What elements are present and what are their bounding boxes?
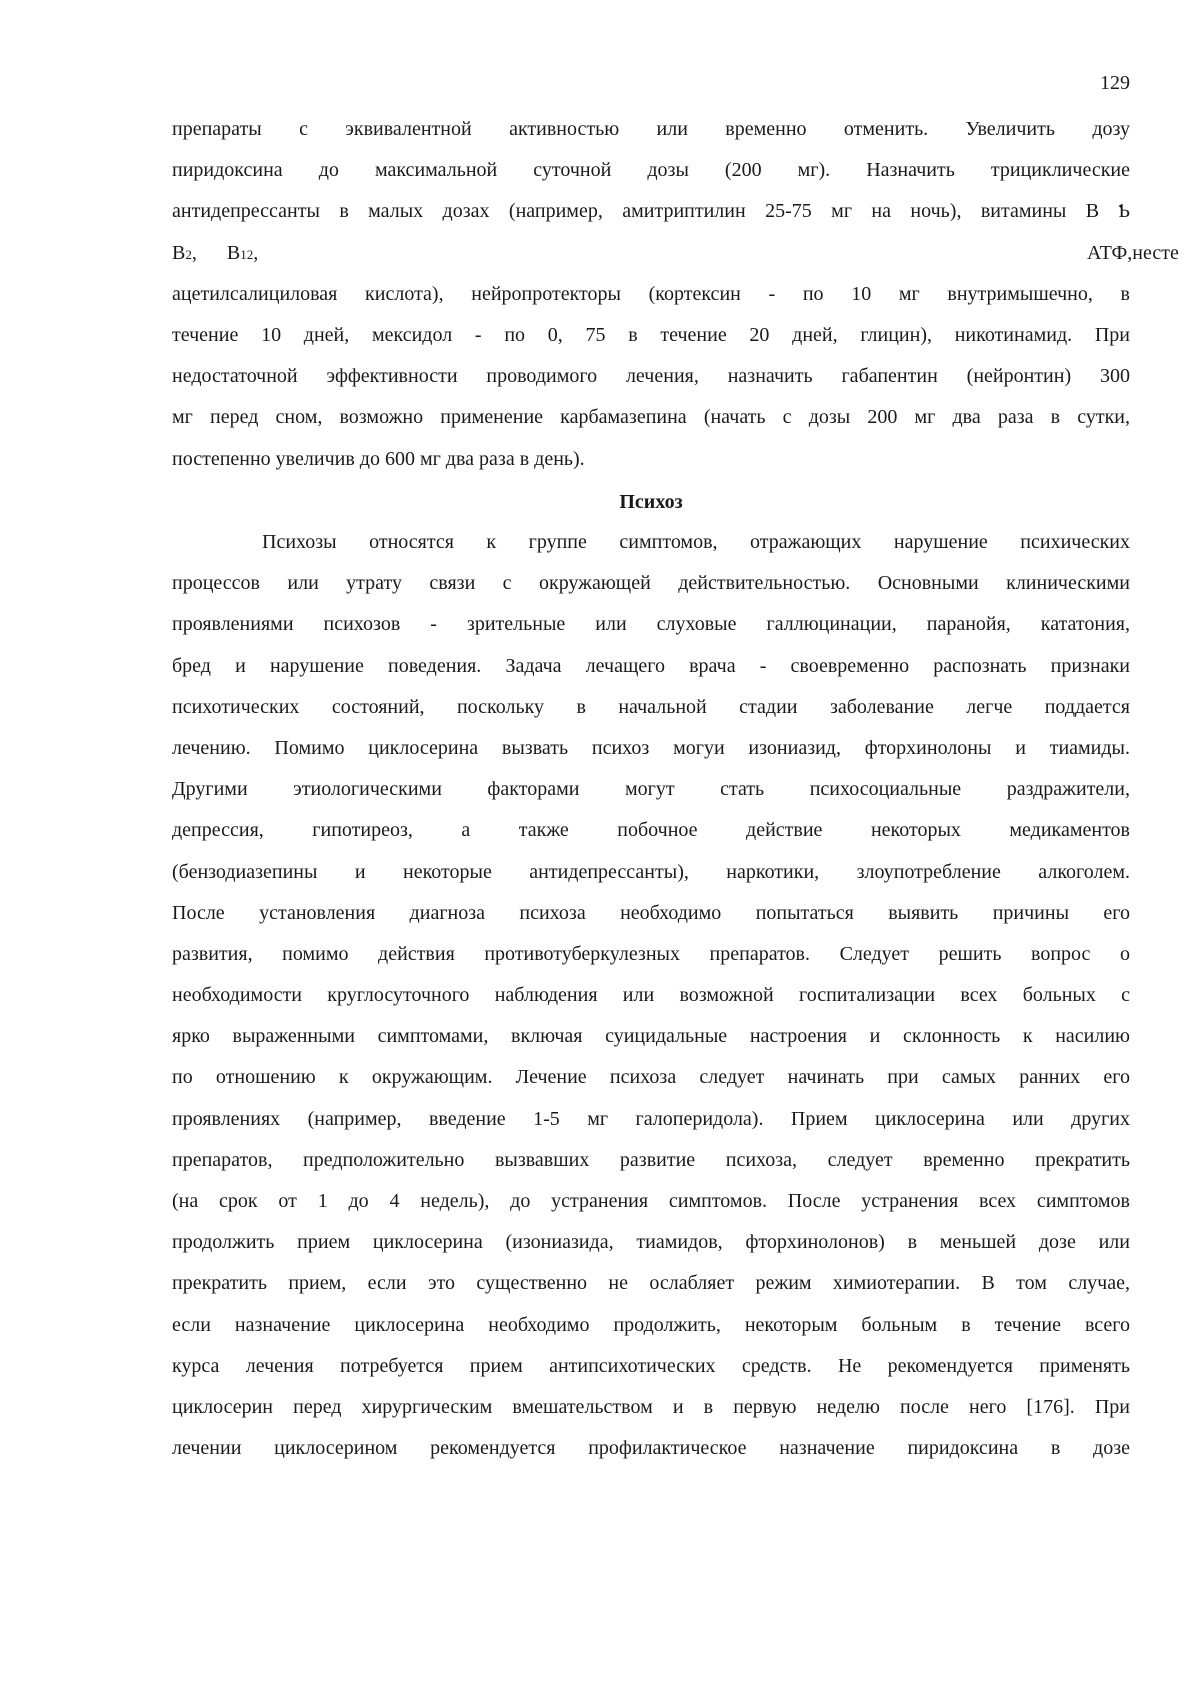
psychosis-paragraph: [172, 522, 1130, 1469]
paragraph-line: психотических состояний, поскольку в начальной стадии заболевание легче поддается: [172, 695, 1130, 718]
paragraph-line: антидепрессанты в малых дозах (например, амитриптилин 25-75 мг на ночь), витамины В Ƅ: [172, 200, 1130, 223]
paragraph-line: препараты с эквивалентной активностью или временно отменить. Увеличить дозу: [172, 118, 1130, 140]
paragraph-line: (бензодиазепины и некоторые антидепрессанты), наркотики, злоупотребление алкоголем.: [172, 860, 1130, 883]
paragraph-line: После установления диагноза психоза необходимо попытаться выявить причины его: [172, 901, 1130, 924]
paragraph-line: пиридоксина до максимальной суточной дозы (200 мг). Назначить трициклические: [172, 159, 1130, 182]
top-paragraph: [172, 109, 1179, 480]
paragraph-line: продолжить прием циклосерина (изониазида, тиамидов, фторхинолонов) в меньшей дозе или: [172, 1231, 1130, 1254]
paragraph-line: лечению. Помимо циклосерина вызвать психоз могуи изониазид, фторхинолоны и тиамиды.: [172, 736, 1130, 759]
paragraph-line: проявлениях (например, введение 1-5 мг галоперидола). Прием циклосерина или других: [172, 1107, 1130, 1130]
paragraph-line: мг перед сном, возможно применение карбамазепина (начать с дозы 200 мг два раза в сутки,: [172, 406, 1130, 429]
paragraph-line: бред и нарушение поведения. Задача лечащего врача - своевременно распознать признаки: [172, 654, 1130, 677]
vitamin-b2-subscript: 2: [185, 246, 192, 262]
vitamins-line: [172, 233, 1179, 274]
vitamin-separator: ,: [191, 241, 197, 264]
paragraph-line: депрессия, гипотиреоз, а также побочное действие некоторых медикаментов: [172, 819, 1130, 842]
paragraph-line: лечении циклосерином рекомендуется профилактическое назначение пиридоксина в дозе: [172, 1437, 1130, 1460]
paragraph-line: процессов или утрату связи с окружающей действительностью. Основными клиническими: [172, 572, 1130, 595]
paragraph-line: (на срок от 1 до 4 недель), до устранения симптомов. После устранения всех симптомов: [172, 1190, 1130, 1212]
section-heading: Психоз: [619, 491, 683, 513]
paragraph-line: Другими этиологическими факторами могут стать психосоциальные раздражители,: [172, 778, 1130, 801]
paragraph-line: Психозы относятся к группе симптомов, отражающих нарушение психических: [262, 531, 1130, 553]
vitamins-line-overflow: АТФ,несте: [1087, 241, 1179, 264]
paragraph-line: по отношению к окружающим. Лечение психоза следует начинать при самых ранних его: [172, 1066, 1130, 1089]
paragraph-line: течение 10 дней, мексидол - по 0, 75 в течение 20 дней, глицин), никотинамид. При: [172, 323, 1130, 346]
paragraph-line: развития, помимо действия противотуберкулезных препаратов. Следует решить вопрос о: [172, 942, 1130, 965]
vitamin-b2: В: [172, 241, 186, 264]
paragraph-line: проявлениями психозов - зрительные или слуховые галлюцинации, паранойя, кататония,: [172, 613, 1130, 636]
paragraph-line: ярко выраженными симптомами, включая суицидальные настроения и склонность к насилию: [172, 1025, 1130, 1048]
paragraph-line: препаратов, предположительно вызвавших развитие психоза, следует временно прекратить: [172, 1148, 1130, 1171]
paragraph-line: необходимости круглосуточного наблюдения или возможной госпитализации всех больных с: [172, 984, 1130, 1007]
paragraph-line: постепенно увеличив до 600 мг два раза в день).: [172, 447, 585, 470]
paragraph-line: если назначение циклосерина необходимо продолжить, некоторым больным в течение всего: [172, 1313, 1130, 1336]
paragraph-line: циклосерин перед хирургическим вмешательством и в первую неделю после него [176]. При: [172, 1395, 1130, 1418]
page-number: 129: [1100, 72, 1130, 94]
vitamin-separator: ,: [253, 241, 259, 264]
vitamin-b12: В: [226, 241, 241, 264]
paragraph-line: курса лечения потребуется прием антипсихотических средств. Не рекомендуется применять: [172, 1354, 1130, 1377]
paragraph-line: ацетилсалициловая кислота), нейропротекторы (кортексин - по 10 мг внутримышечно, в: [172, 282, 1130, 305]
vitamin-b12-subscript: 12: [240, 246, 254, 262]
paragraph-line: прекратить прием, если это существенно не ослабляет режим химиотерапии. В том случае,: [172, 1272, 1130, 1295]
vitamins-list: [172, 233, 258, 275]
paragraph-line: недостаточной эффективности проводимого лечения, назначить габапентин (нейронтин) 300: [172, 365, 1130, 388]
